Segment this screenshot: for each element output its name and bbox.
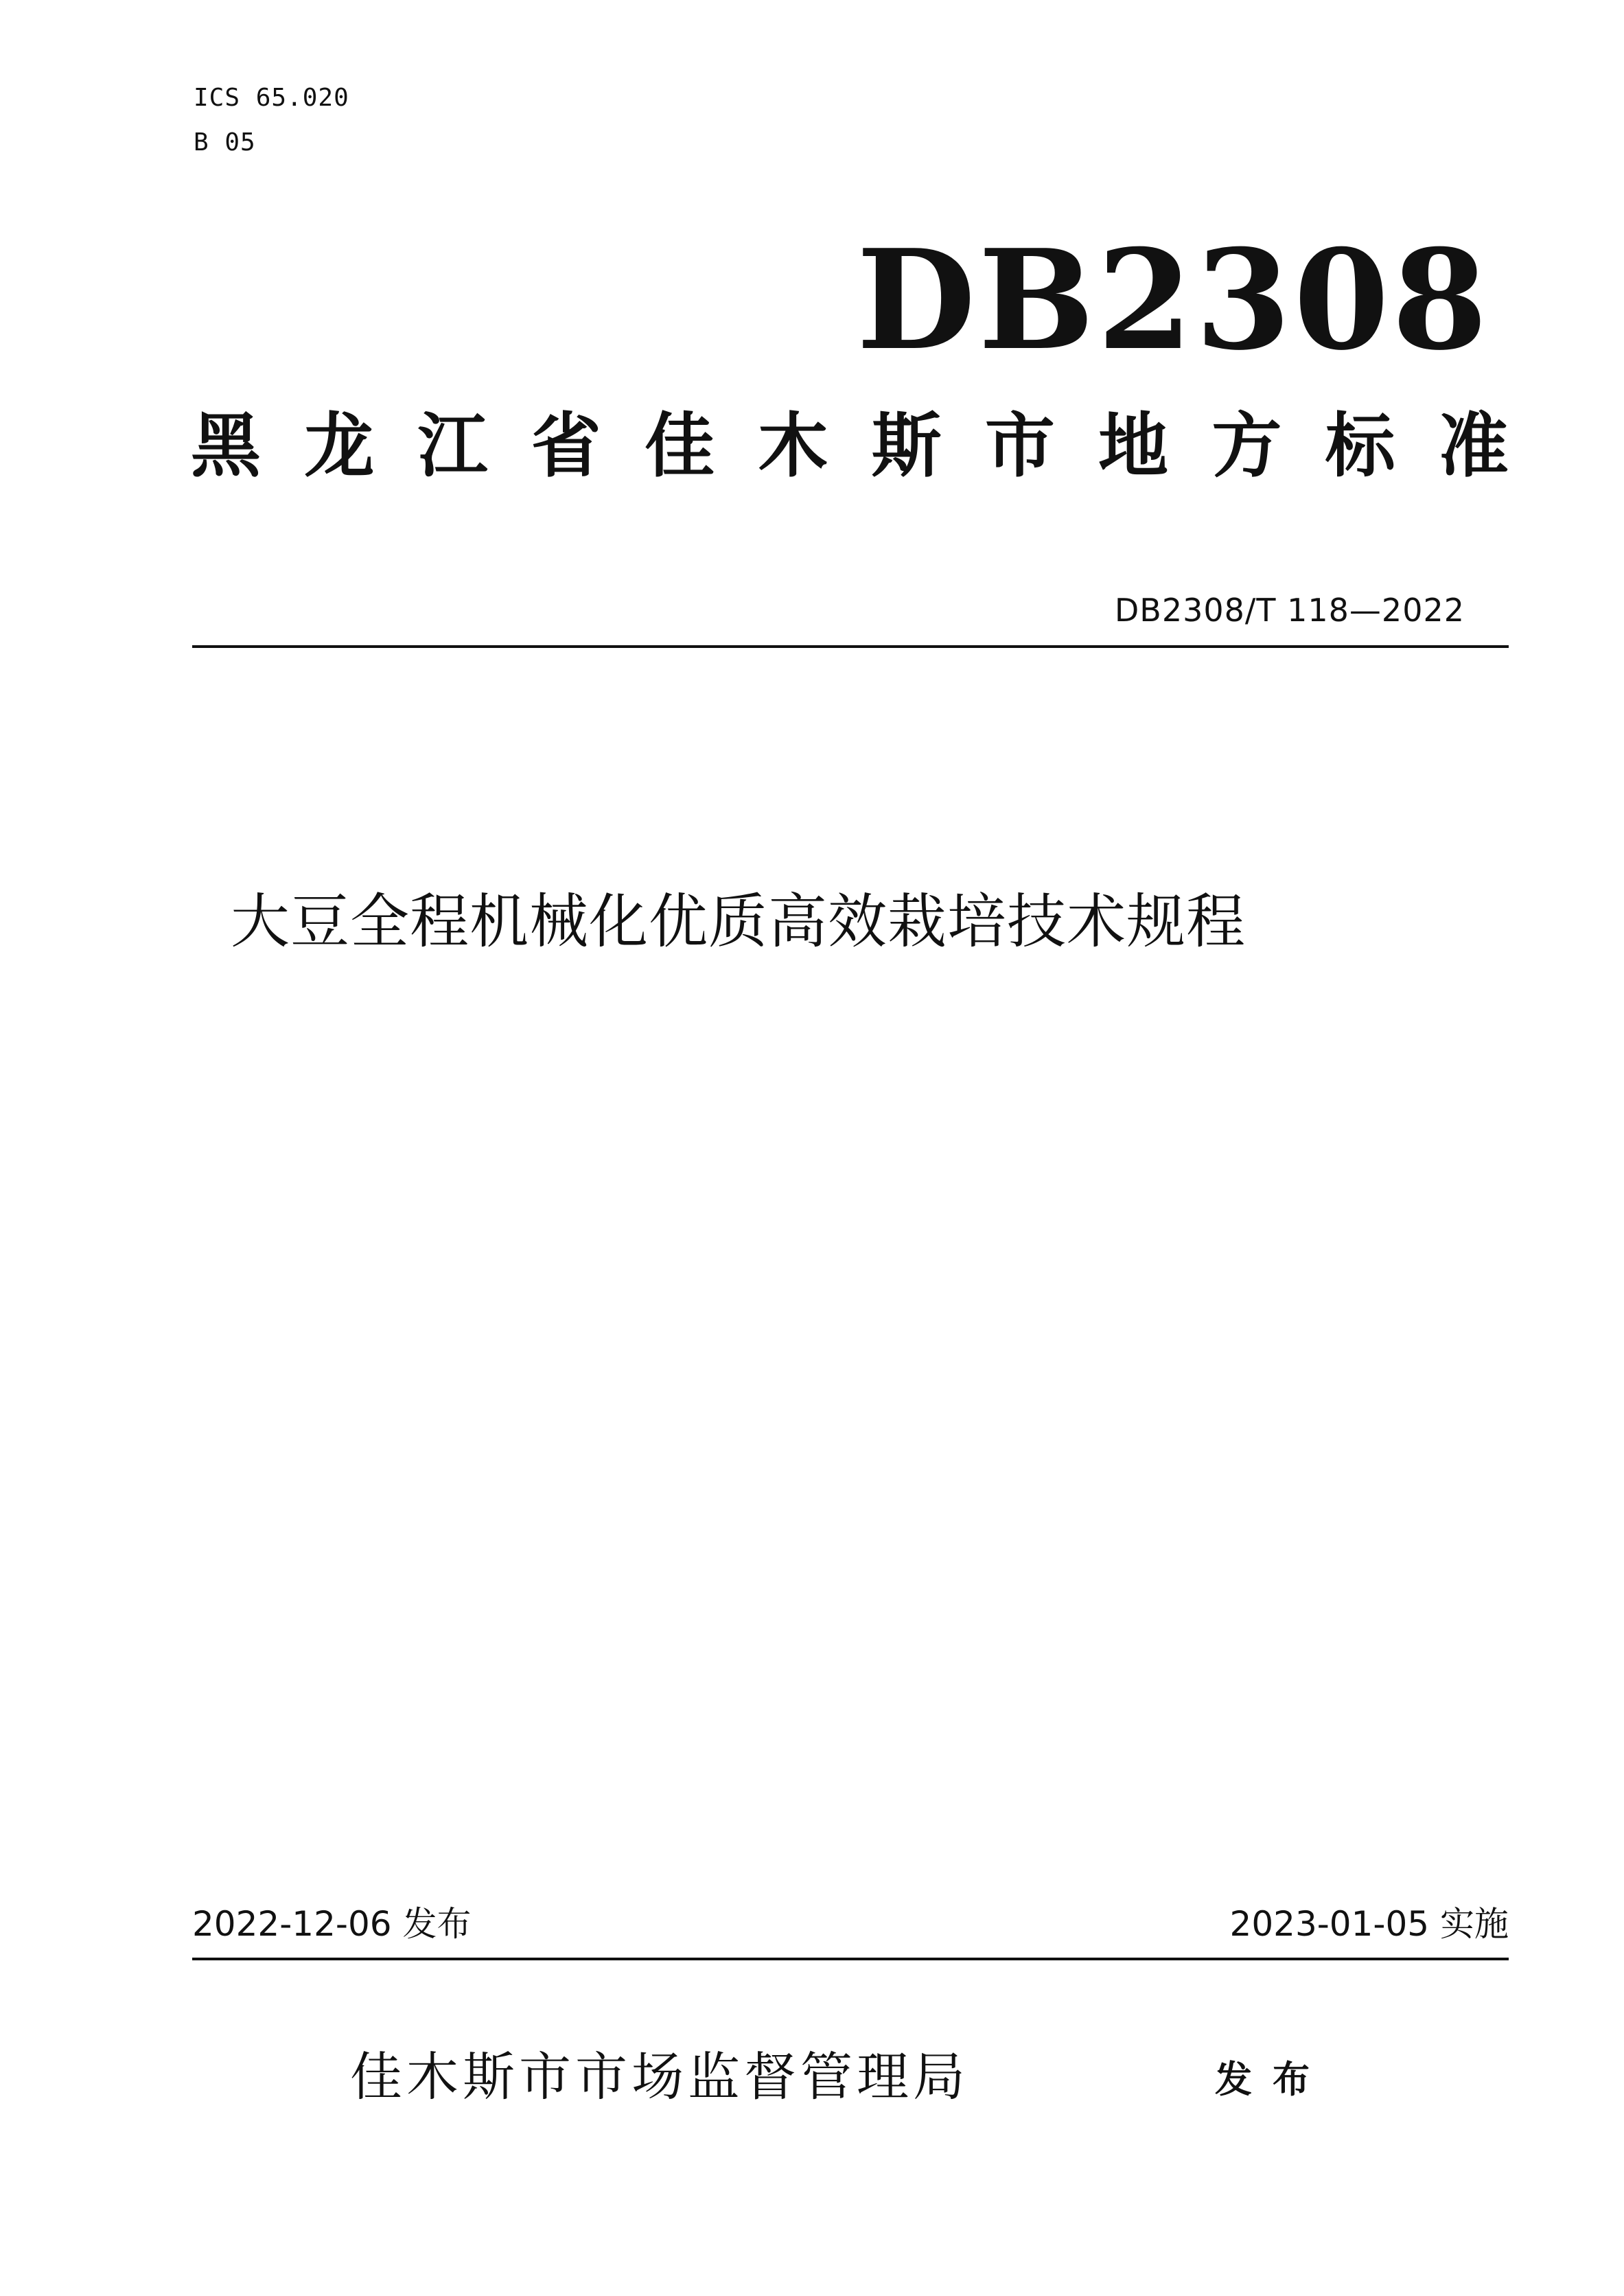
standard-type-char: 省	[531, 406, 601, 487]
standard-type-char: 木	[758, 406, 828, 487]
bottom-divider	[192, 1958, 1509, 1960]
document-title: 大豆全程机械化优质高效栽培技术规程	[231, 888, 1246, 956]
standard-type-char: 准	[1438, 406, 1509, 487]
standard-type-char: 地	[1098, 406, 1169, 487]
ics-code: ICS 65.020	[194, 84, 349, 112]
standard-type-char: 标	[1325, 406, 1395, 487]
publish-label: 发布	[1215, 2057, 1330, 2101]
ccs-code: B 05	[194, 128, 256, 156]
standard-type-char: 方	[1211, 406, 1282, 487]
standard-type-char: 黑	[191, 406, 261, 487]
standard-type-char: 龙	[304, 406, 375, 487]
standard-type-char: 佳	[645, 406, 715, 487]
standard-type-char: 斯	[871, 406, 942, 487]
standard-number: DB2308/T 118—2022	[1114, 592, 1465, 629]
publisher-name: 佳木斯市市场监督管理局	[350, 2046, 969, 2107]
standard-brand: DB2308	[856, 220, 1490, 381]
top-divider	[192, 645, 1509, 648]
publish-date: 2022-12-06 发布	[192, 1904, 472, 1944]
standard-type-char: 市	[984, 406, 1055, 487]
standard-type-heading	[191, 406, 1509, 487]
implementation-date: 2023-01-05 实施	[1229, 1904, 1509, 1944]
standard-type-char: 江	[417, 406, 488, 487]
